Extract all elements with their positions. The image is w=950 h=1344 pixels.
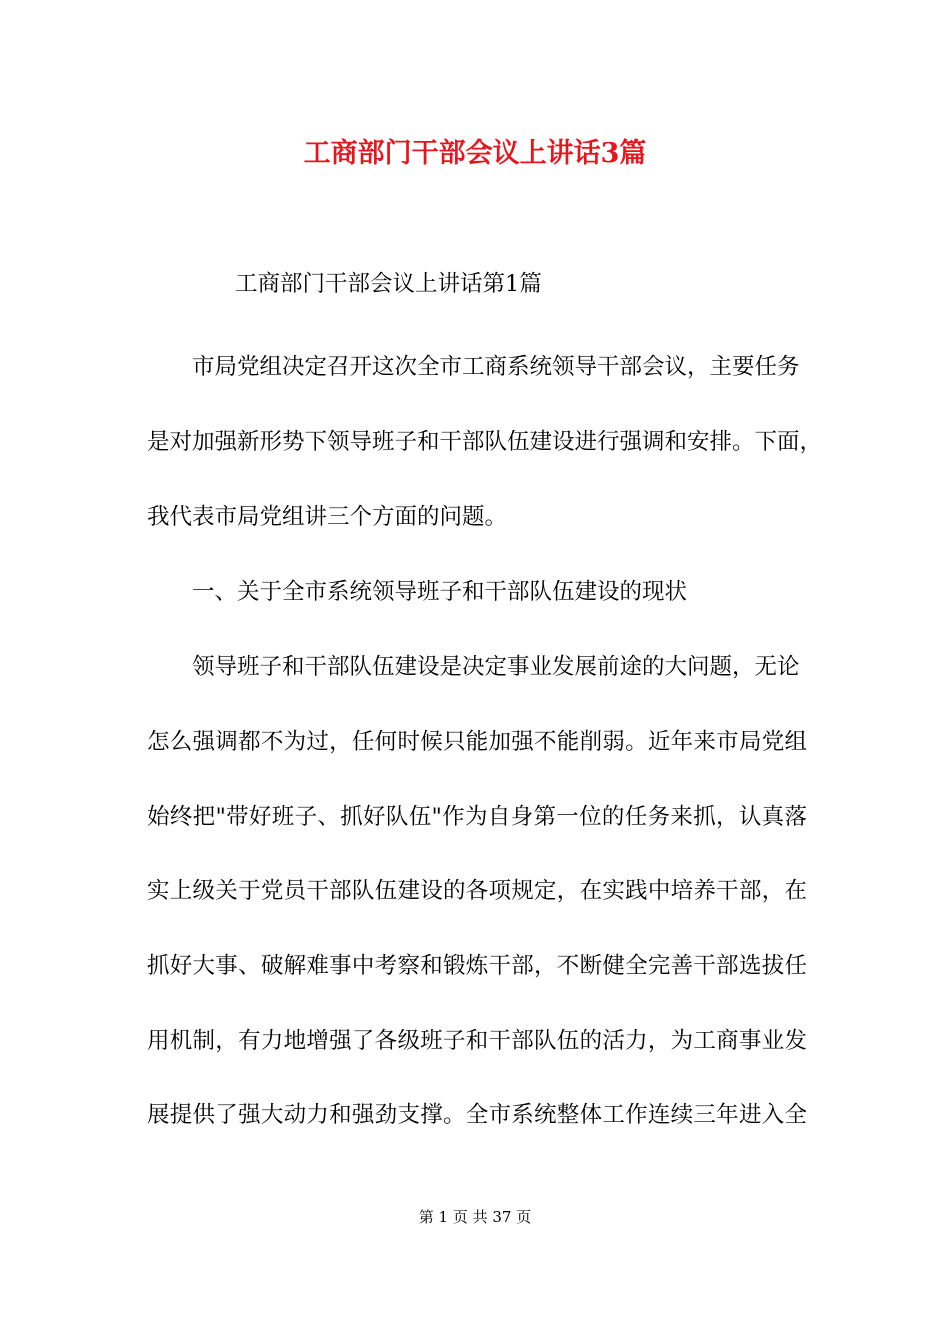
paragraph-line: 展提供了强大动力和强劲支撑。全市系统整体工作连续三年进入全	[147, 1102, 807, 1128]
paragraph-line: 是对加强新形势下领导班子和干部队伍建设进行强调和安排。下面，	[147, 429, 823, 455]
paragraph-line: 我代表市局党组讲三个方面的问题。	[147, 504, 508, 530]
paragraph-line: 实上级关于党员干部队伍建设的各项规定，在实践中培养干部，在	[147, 878, 807, 904]
page-footer: 第 1 页 共 37 页	[418, 1208, 532, 1226]
paragraph-line: 领导班子和干部队伍建设是决定事业发展前途的大问题，无论	[192, 654, 800, 680]
document-title: 工商部门干部会议上讲话3篇	[303, 138, 647, 169]
section-heading: 一、关于全市系统领导班子和干部队伍建设的现状	[192, 579, 688, 605]
paragraph-line: 抓好大事、破解难事中考察和锻炼干部，不断健全完善干部选拔任	[147, 953, 807, 979]
section-subtitle: 工商部门干部会议上讲话第1篇	[235, 271, 542, 297]
paragraph-line: 用机制，有力地增强了各级班子和干部队伍的活力，为工商事业发	[147, 1028, 807, 1054]
paragraph-line: 市局党组决定召开这次全市工商系统领导干部会议，主要任务	[192, 354, 800, 380]
paragraph-line: 始终把"带好班子、抓好队伍"作为自身第一位的任务来抓，认真落	[147, 804, 807, 830]
paragraph-line: 怎么强调都不为过，任何时候只能加强不能削弱。近年来市局党组	[147, 729, 807, 755]
